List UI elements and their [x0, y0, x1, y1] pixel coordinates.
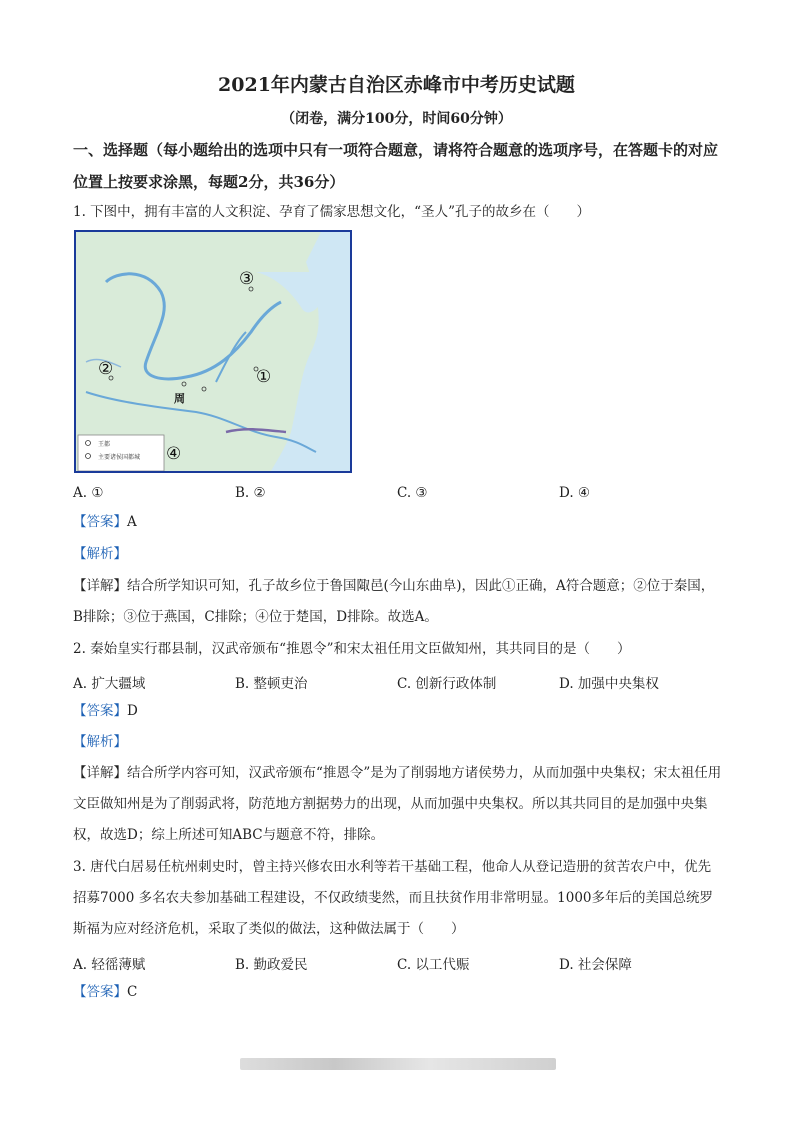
q1-answer	[73, 507, 723, 538]
q3-option-c[interactable]: C. 以工代赈	[397, 957, 470, 973]
q1-map	[74, 230, 352, 473]
q2-analysis	[73, 727, 723, 758]
map-label-3: ③	[239, 269, 255, 289]
legend-capital: 王都	[98, 441, 111, 448]
answer-tag: 【答案】	[73, 703, 127, 719]
page-title: 2021年内蒙古自治区赤峰市中考历史试题	[218, 74, 575, 96]
answer-value: C	[127, 984, 138, 1000]
map-illustration	[76, 232, 350, 471]
q3-stem: 3. 唐代白居易任杭州刺史时，曾主持兴修农田水利等若干基础工程，他命人从登记造册的贫苦农户中，优先招募7000 多名农夫参加基础工程建设，不仅政绩斐然，而且扶贫作用非常明显。1000多年后的美国总统罗斯福为应对经济危机，采取了类似的做法，这种做法属于（ ）	[73, 859, 714, 937]
section-heading: 一、选择题（每小题给出的选项中只有一项符合题意，请将符合题意的选项序号，在答题卡的对应位置上按要求涂黑，每题2分，共36分）	[73, 141, 719, 191]
detail-tag: 【详解】	[73, 578, 127, 594]
q2-detail	[73, 758, 723, 851]
legend-vassal-capital: 主要诸侯国都城	[98, 454, 141, 461]
q2-stem: 2. 秦始皇实行郡县制，汉武帝颁布“推恩令”和宋太祖任用文臣做知州，其共同目的是（ ）	[73, 641, 631, 657]
answer-tag: 【答案】	[73, 514, 127, 530]
page-subtitle: （闭卷，满分100分，时间60分钟）	[281, 111, 512, 127]
detail-text: 结合所学内容可知，汉武帝颁布“推恩令”是为了削弱地方诸侯势力，从而加强中央集权；宋太祖任用文臣做知州是为了削弱武将，防范地方割据势力的出现，从而加强中央集权。所以其共同目的是加强中央集权，故选D；综上所述可知ABC与题意不符，排除。	[73, 765, 722, 843]
q3-option-b[interactable]: B. 勤政爱民	[235, 957, 308, 973]
map-label-zhou: 周	[174, 392, 185, 405]
analysis-tag: 【解析】	[73, 546, 127, 562]
q1-detail	[73, 571, 723, 633]
q3-options	[73, 953, 723, 977]
q1-options	[73, 485, 723, 509]
map-label-2: ②	[98, 359, 114, 379]
footer-watermark-bar	[240, 1058, 556, 1070]
q2-answer	[73, 696, 723, 727]
q2-option-d[interactable]: D. 加强中央集权	[559, 676, 659, 692]
answer-tag: 【答案】	[73, 984, 127, 1000]
q2-option-c[interactable]: C. 创新行政体制	[397, 676, 497, 692]
q1-option-b[interactable]: B. ②	[235, 485, 266, 501]
q3-option-a[interactable]: A. 轻徭薄赋	[73, 957, 146, 973]
q1-option-a[interactable]: A. ①	[73, 485, 104, 501]
q3-option-d[interactable]: D. 社会保障	[559, 957, 632, 973]
q3-answer	[73, 977, 723, 1008]
q2-options	[73, 672, 723, 696]
detail-tag: 【详解】	[73, 765, 127, 781]
q1-option-d[interactable]: D. ④	[559, 485, 591, 501]
q1-stem: 1. 下图中，拥有丰富的人文积淀、孕育了儒家思想文化，“圣人”孔子的故乡在（ ）	[73, 204, 590, 220]
analysis-tag: 【解析】	[73, 734, 127, 750]
q2-option-a[interactable]: A. 扩大疆域	[73, 676, 146, 692]
map-label-1: ①	[256, 367, 272, 387]
q2-option-b[interactable]: B. 整顿吏治	[235, 676, 308, 692]
q1-option-c[interactable]: C. ③	[397, 485, 428, 501]
detail-text: 结合所学知识可知，孔子故乡位于鲁国陬邑(今山东曲阜)，因此①正确，A符合题意；②位于秦国，B排除；③位于燕国，C排除；④位于楚国，D排除。故选A。	[73, 578, 715, 625]
q1-analysis	[73, 539, 723, 570]
map-label-4: ④	[166, 444, 182, 464]
answer-value: D	[127, 703, 138, 719]
answer-value: A	[127, 514, 137, 530]
